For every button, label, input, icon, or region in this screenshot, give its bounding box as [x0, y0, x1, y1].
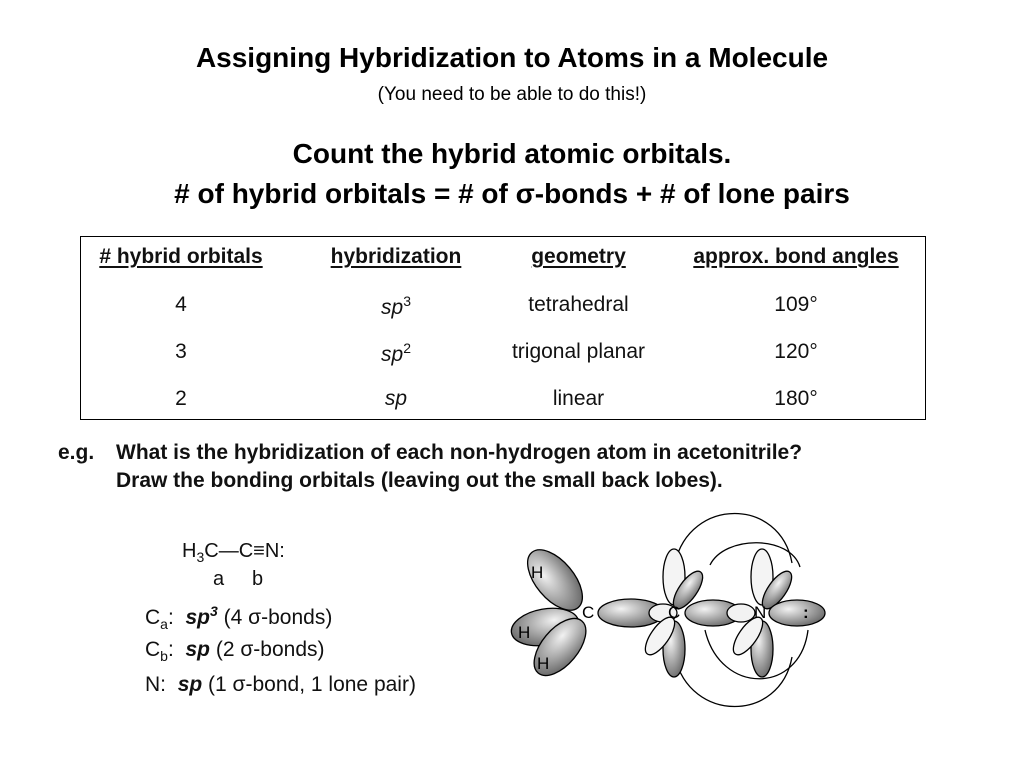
sigma-lobe-n-back [727, 604, 755, 622]
acetonitrile-formula: $H_3C—C\equiv N$: [182, 540, 285, 565]
example-label: e.g. [58, 441, 95, 464]
hybridization-table [80, 236, 926, 420]
table-cell-geometry: linear [552, 387, 605, 410]
diagram-h-label: H [537, 654, 550, 673]
table-cell-angle: 180° [774, 387, 818, 410]
page-subtitle: (You need to be able to do this!) [377, 84, 647, 105]
diagram-lone-pair-label: : [803, 603, 809, 622]
pi-bond-connector-bottom [675, 657, 792, 707]
table-cell-hybridization: $sp^2$ [381, 340, 411, 366]
carbon-a-label: a [213, 568, 225, 590]
carbon-b-label: b [252, 568, 264, 590]
table-cell-hybridization: sp [384, 387, 408, 410]
table-header-hybridization: hybridization [330, 245, 462, 268]
heading-count-orbitals: Count the hybrid atomic orbitals. [292, 138, 732, 169]
table-cell-angle: 120° [774, 340, 818, 363]
diagram-n-label: N [754, 603, 767, 622]
diagram-c-label: C [668, 603, 681, 622]
assignment-carbon-a: $C_a$: $sp^3$ (4 σ-bonds) [145, 603, 333, 632]
table-cell-geometry: tetrahedral [528, 293, 629, 316]
example-question-line1: What is the hybridization of each non-hydrogen atom in acetonitrile? [116, 441, 803, 464]
diagram-h-label: H [531, 563, 544, 582]
table-cell-angle: 109° [774, 293, 818, 316]
page-title: Assigning Hybridization to Atoms in a Molecule [195, 42, 829, 73]
table-cell-count: 2 [175, 387, 187, 410]
table-cell-geometry: trigonal planar [511, 340, 646, 363]
pi-bond-connector-top [675, 514, 792, 564]
table-cell-count: 3 [175, 340, 187, 363]
heading-formula: # of hybrid orbitals = # of σ-bonds + # of lone pairs [174, 178, 850, 209]
table-cell-count: 4 [175, 293, 187, 316]
example-question-line2: Draw the bonding orbitals (leaving out the small back lobes). [116, 469, 723, 492]
table-header-angles: approx. bond angles [693, 245, 899, 268]
orbital-diagram [500, 505, 840, 720]
diagram-h-label: H [518, 623, 531, 642]
table-header-geometry: geometry [531, 245, 626, 268]
lone-pair-lobe [769, 600, 825, 626]
diagram-c-label: C [582, 603, 595, 622]
table-header-orbitals: # hybrid orbitals [99, 245, 263, 268]
table-cell-hybridization: $sp^3$ [381, 293, 411, 319]
assignment-carbon-b: $C_b$: sp (2 σ-bonds) [145, 638, 325, 664]
assignment-nitrogen: N: sp (1 σ-bond, 1 lone pair) [145, 673, 416, 696]
